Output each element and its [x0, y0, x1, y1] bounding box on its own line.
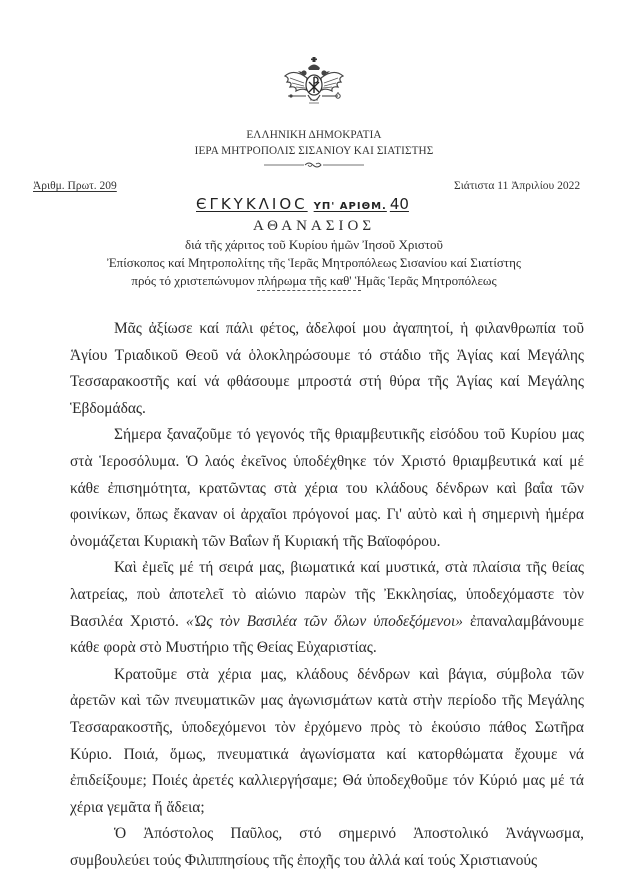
- encyclical-number: 40: [389, 195, 409, 213]
- paragraph-4: Κρατοῦμε στὰ χέρια μας, κλάδους δένδρων καὶ βάγια, σύμβολα τῶν ἀρετῶν καὶ τῶν πνευματικῶν μας ἀγωνισμάτων κατὰ στὴν περίοδο τῆς Μεγάλης Τεσσαρακοστῆς, ὑποδεχόμενοι τὸν ἐρχόμενο πρὸς τὸ ἑκούσιο πάθος Σωτῆρα Κύριο. Ποιά, ὅμως, πνευματικά ἀγωνίσματα καί κατορθώματα ἔχουμε νά ἐπιδείξουμε; Ποιές ἀρετές καλλιεργήσαμε; Θά ὑποδεχθοῦμε τόν Κύριό μας μέ τά χέρια γεμᾶτα ἤ ἄδεια;: [70, 665, 584, 816]
- dashed-separator: [257, 290, 361, 291]
- letterhead-state: ΕΛΛΗΝΙΚΗ ΔΗΜΟΚΡΑΤΙΑ: [246, 129, 382, 141]
- place-date: Σιάτιστα 11 Ἀπριλίου 2022: [454, 180, 581, 192]
- letterhead-metropolis: ΙΕΡΑ ΜΗΤΡΟΠΟΛΙΣ ΣΙΣΑΝΙΟΥ ΚΑΙ ΣΙΑΤΙΣΤΗΣ: [194, 145, 434, 157]
- liturgical-quote: «Ὡς τὸν Βασιλέα τῶν ὅλων ὑποδεξόμενοι»: [185, 612, 463, 630]
- encyclical-title: ЄΓΚΥΚΛΙΟϹ: [196, 195, 308, 213]
- sender-line-1: διά τῆς χάριτος τοῦ Κυρίου ἡμῶν Ἰησοῦ Χριστοῦ: [184, 237, 443, 252]
- paragraph-3-start: Καὶ ἐμεῖς μέ τή σειρά μας, βιωματικά καί μυστικά, στὰ πλαίσια τῆς θείας λατρείας, ποὺ ἀποτελεῖ τὸ αἰώνιο παρὼν τῆς Ἐκκλησίας, ὑποδεχόμαστε τὸν Βασιλέα Χριστό.: [70, 559, 584, 630]
- paragraph-5: Ὁ Ἀπόστολος Παῦλος, στό σημερινό Ἀποστολικό Ἀνάγνωσμα, συμβουλεύει τούς Φιλιππησίους τῆς ἐποχῆς του ἀλλά καί τούς Χριστιανούς: [70, 825, 584, 869]
- encyclical-body: [70, 316, 584, 874]
- paragraph-1: Μᾶς ἀξίωσε καί πάλι φέτος, ἀδελφοί μου ἀγαπητοί, ἡ φιλανθρωπία τοῦ Ἁγίου Τριαδικοῦ Θεοῦ νά ὁλοκληρώσουμε τό στάδιο τῆς Ἁγίας καί Μεγάλης Τεσσαρακοστῆς καί νά φθάσουμε μπροστά στή θύρα τῆς Ἁγίας καί Μεγάλης Ἑβδομάδας.: [70, 320, 584, 417]
- paragraph-2: Σήμερα ξαναζοῦμε τό γεγονός τῆς θριαμβευτικῆς εἰσόδου τοῦ Κυρίου μας στὰ Ἱεροσόλυμα. Ὁ λαός ἐκεῖνος ὑποδέχθηκε τόν Χριστό θριαμβευτικά καί μέ κάθε ἐπισημότητα, κρατῶντας στὰ χέρια του κλάδους δένδρων καὶ βαΐα τῶν φοινίκων, ὅπως ἔκαναν οἱ ἀρχαῖοι πρόγονοί μας. Γι' αὐτὸ καὶ ἡ σημερινὴ ἡμέρα ὀνομάζεται Κυριακὴ τῶν Βαΐων ἤ Κυριακή τῆς Βαϊοφόρου.: [70, 426, 584, 550]
- paragraph-3: [70, 555, 584, 661]
- sender-line-3: πρός τό χριστεπώνυμον πλήρωμα τῆς καθ' Ἡμᾶς Ἱερᾶς Μητροπόλεως: [131, 273, 497, 288]
- sender-line-2: [0, 255, 628, 271]
- encyclical-number-label: ΥΠ' ΑΡΙΘΜ.: [313, 201, 387, 212]
- bishop-name: ΑΘΑΝΑΣΙΟΣ: [252, 218, 376, 234]
- encyclical-heading: [196, 194, 409, 213]
- double-headed-eagle-icon: [282, 56, 346, 112]
- paragraph-3-end: ἐπαναλαμβάνουμε κάθε φορὰ στὸ Μυστήριο τῆς Θείας Εὐχαριστίας.: [70, 612, 584, 657]
- protocol-number: Ἀριθμ. Πρωτ. 209: [33, 180, 117, 192]
- ornament-divider-icon: [264, 160, 364, 170]
- sender-line-2-text: Ἐπίσκοπος καί Μητροπολίτης τῆς Ἱερᾶς Μητροπόλεως Σισανίου καί Σιατίστης: [106, 255, 522, 270]
